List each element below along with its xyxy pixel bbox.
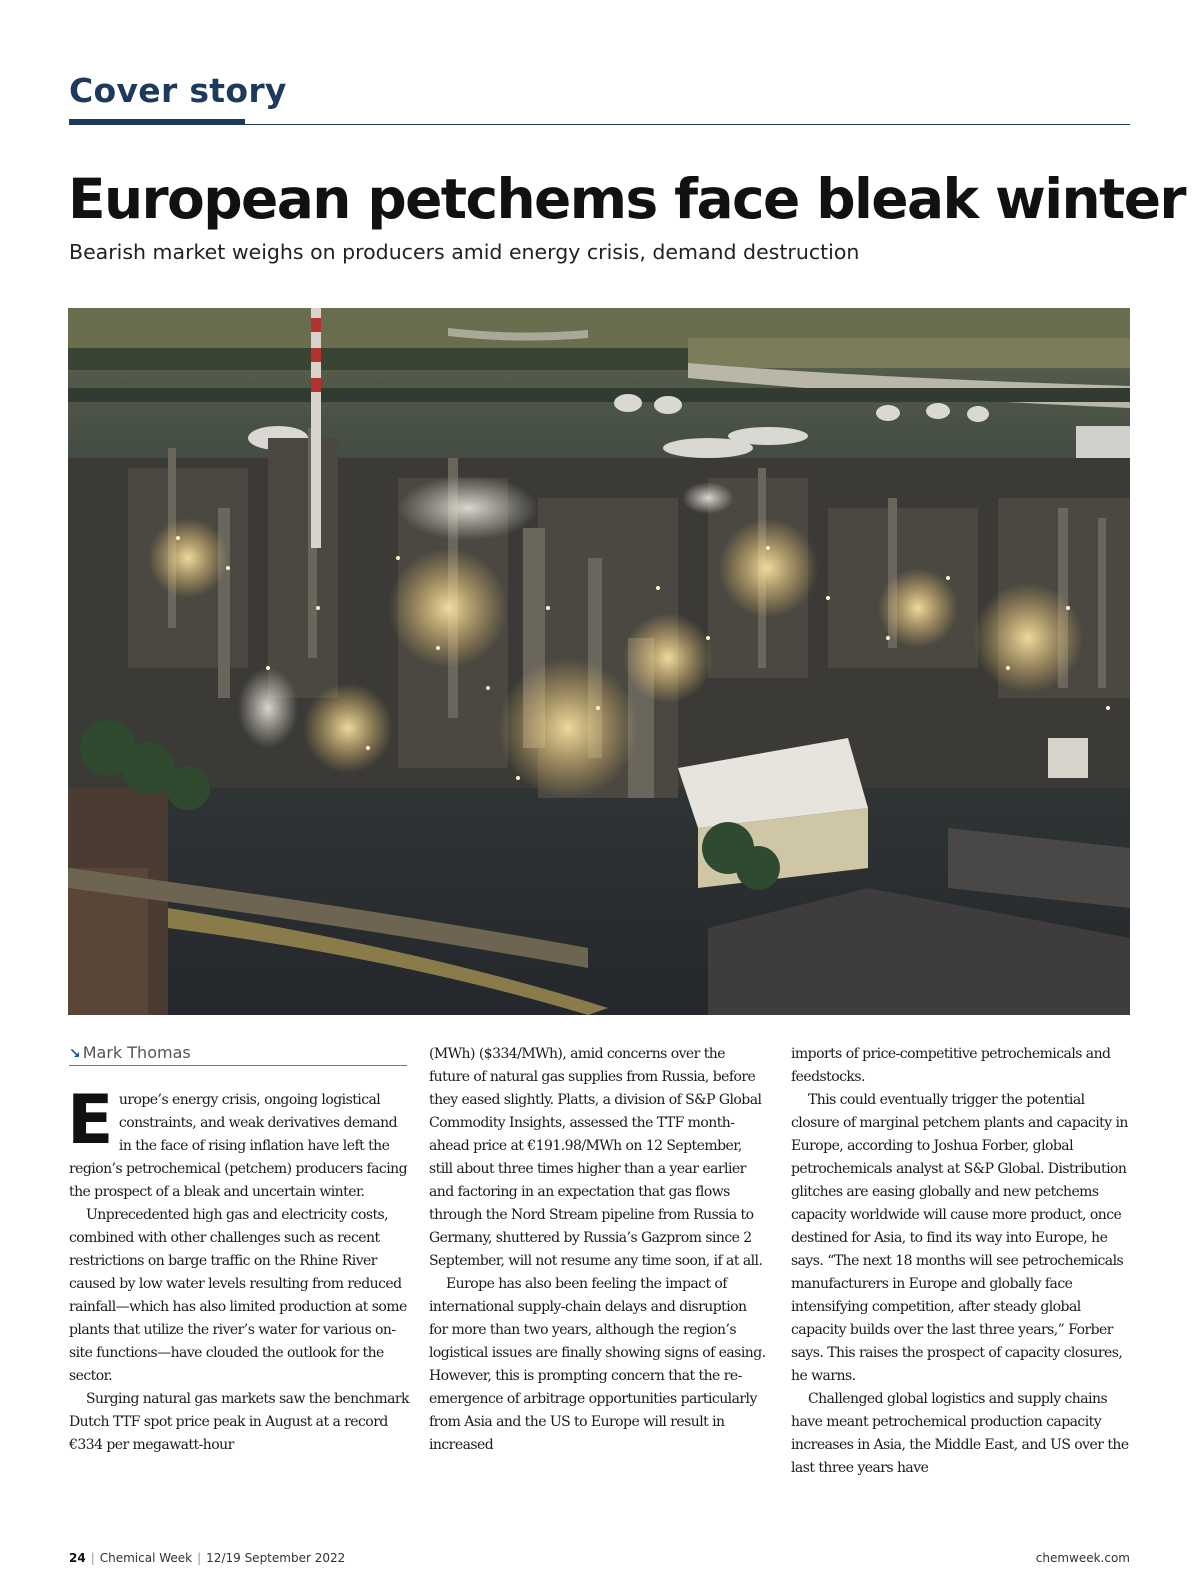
footer-separator: | — [90, 1551, 95, 1565]
author-name: Mark Thomas — [82, 1043, 191, 1062]
body-column-2 — [429, 1043, 769, 1457]
body-paragraph: Europe has also been feeling the impact of international supply-chain delays and disruption for more than two years, although the region’s logistical issues are finally showing signs of easing. However, this is prompting concern that the re-emergence of arbitrage opportunities particularly from Asia and the US to Europe will result in increased — [429, 1276, 766, 1453]
body-paragraph: Unprecedented high gas and electricity costs, combined with other challenges such as recent restrictions on barge traffic on the Rhine River caused by low water levels resulting from reduced rainfall—which has also limited production at some plants that utilize the river’s water for various on-site functions—have clouded the outlook for the sector. — [69, 1207, 407, 1384]
site-url: chemweek.com — [1035, 1551, 1130, 1565]
section-label: Cover story — [69, 71, 287, 110]
body-paragraph: (MWh) ($334/MWh), amid concerns over the future of natural gas supplies from Russia, before they eased slightly. Platts, a division of S&P Global Commodity Insights, assessed the TTF month-ahead price at €191.98/MWh on 12 September, still about three times higher than a year earlier and factoring in an expectation that gas flows through the Nord Stream pipeline from Russia to Germany, shuttered by Russia’s Gazprom since 2 September, will not resume any time soon, if at all. — [429, 1046, 763, 1269]
byline-arrow-icon: ↘ — [69, 1046, 81, 1062]
article-dek: Bearish market weighs on producers amid energy crisis, demand destruction — [69, 240, 860, 264]
body-column-1 — [67, 1081, 409, 1457]
section-underline — [69, 119, 245, 125]
byline — [69, 1043, 407, 1066]
page-footer — [69, 1551, 345, 1565]
page-number: 24 — [69, 1551, 86, 1565]
issue-date: 12/19 September 2022 — [206, 1551, 346, 1565]
footer-separator: | — [197, 1551, 202, 1565]
article-headline: European petchems face bleak winter — [68, 167, 1185, 231]
body-paragraph: imports of price-competitive petrochemicals and feedstocks. — [791, 1046, 1111, 1085]
drop-cap: E — [67, 1081, 113, 1160]
body-column-3 — [791, 1043, 1131, 1480]
body-paragraph: This could eventually trigger the potential closure of marginal petchem plants and capacity in Europe, according to Joshua Forber, global petrochemicals analyst at S&P Global. Distribution glitches are easing globally and new petchems capacity worldwide will cause more product, once destined for Asia, to find its way into Europe, he says. “The next 18 months will see petrochemicals manufacturers in Europe and globally face intensifying competition, after steady global capacity builds over the last three years,” Forber says. This raises the prospect of capacity closures, he warns. — [791, 1092, 1128, 1384]
body-paragraph: Europe’s energy crisis, ongoing logistical constraints, and weak derivatives demand in the face of rising inflation have left the region’s petrochemical (petchem) producers facing the prospect of a bleak and uncertain winter. — [67, 1081, 408, 1200]
body-paragraph: Challenged global logistics and supply chains have meant petrochemical production capacity increases in Asia, the Middle East, and US over the last three years have — [791, 1391, 1129, 1476]
aerial-refinery-photo — [68, 308, 1130, 1015]
body-paragraph: Surging natural gas markets saw the benchmark Dutch TTF spot price peak in August at a record €334 per megawatt-hour — [69, 1391, 409, 1453]
publication-name: Chemical Week — [99, 1551, 193, 1565]
